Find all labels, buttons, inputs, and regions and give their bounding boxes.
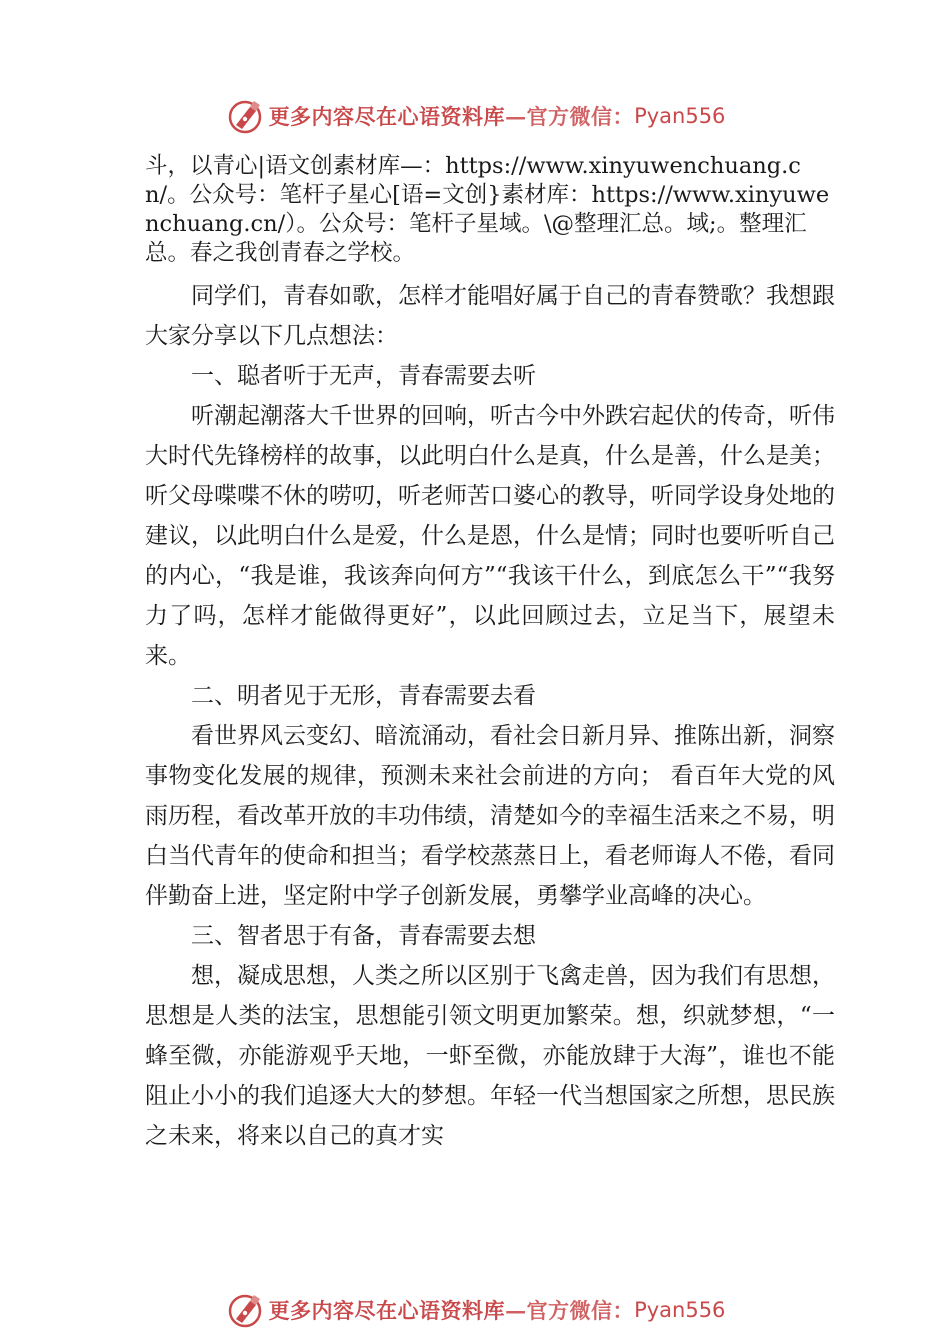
section-heading-think: 三、智者思于有备，青春需要去想 <box>191 923 536 949</box>
watermark-dash: — <box>505 103 527 129</box>
watermark-dash: — <box>505 1297 527 1323</box>
footer-watermark <box>0 1288 950 1332</box>
watermark-wechat-id: Pyan556 <box>634 104 726 128</box>
paragraph: 听潮起潮落大千世界的回响，听古今中外跌宕起伏的传奇，听伟大时代先锋榜样的故事，以此明白什么是真，什么是善，什么是美；听父母喋喋不休的唠叨，听老师苦口婆心的教导，听同学设身处地的建议，以此明白什么是爱，什么是恩，什么是情；同时也要听听自己的内心，“我是谁，我该奔向何方”“我该干什么，到底怎么干”“我努力了吗，怎样才能做得更好”，以此回顾过去，立足当下，展望未来。 <box>145 403 835 669</box>
watermark-text: 更多内容尽在心语资料库 <box>268 104 506 129</box>
pen-nib-seal-icon <box>225 1290 265 1330</box>
paragraph: 同学们，青春如歌，怎样才能唱好属于自己的青春赞歌？我想跟大家分享以下几点想法： <box>145 283 835 349</box>
pen-nib-seal-icon <box>225 96 265 136</box>
paragraph: 看世界风云变幻、暗流涌动，看社会日新月异、推陈出新，洞察事物变化发展的规律，预测未来社会前进的方向； 看百年大党的风雨历程，看改革开放的丰功伟绩，清楚如今的幸福生活来之不易，明白当代青年的使命和担当；看学校蒸蒸日上，看老师诲人不倦，看同伴勤奋上进，坚定附中学子创新发展，勇攀学业高峰的决心。 <box>145 723 835 909</box>
header-watermark <box>0 94 950 138</box>
section-heading-listen: 一、聪者听于无声，青春需要去听 <box>191 363 536 389</box>
watermark-text: 更多内容尽在心语资料库 <box>268 1298 506 1323</box>
paragraph: 想，凝成思想，人类之所以区别于飞禽走兽，因为我们有思想，思想是人类的法宝，思想能引领文明更加繁荣。想，织就梦想，“一蜂至微，亦能游观乎天地，一虾至微，亦能放肆于大海”，谁也不能阻止小小的我们追逐大大的梦想。年轻一代当想国家之所想，思民族之未来，将来以自己的真才实 <box>145 963 835 1149</box>
intro-text: 斗，以青心|语文创素材库—：https://www.xinyuwenchuang.cn/。公众号：笔杆子星心[语=文创}素材库：https://www.xinyuwenchuang.cn/）。公众号：笔杆子星域。\@整理汇总。域;。整理汇总。春之我创青春之学校。 <box>145 153 830 266</box>
document-body <box>145 152 835 1156</box>
watermark-wechat-label: 官方微信： <box>526 104 635 129</box>
watermark-wechat-id: Pyan556 <box>634 1298 726 1322</box>
section-heading-see: 二、明者见于无形，青春需要去看 <box>191 683 536 709</box>
watermark-wechat-label: 官方微信： <box>526 1298 635 1323</box>
